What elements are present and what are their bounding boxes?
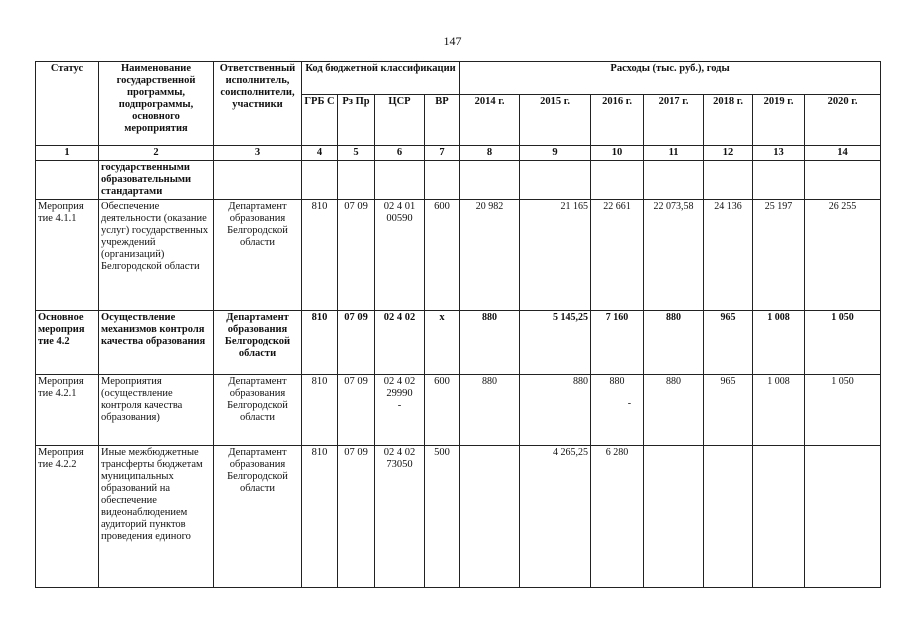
- row-value-2015: 4 265,25: [520, 446, 591, 588]
- row-executor: Департамент образования Белгородской области: [214, 375, 302, 446]
- row-value-2015: 21 165: [520, 200, 591, 311]
- row-value-2020: [805, 446, 881, 588]
- empty-cell: [805, 161, 881, 200]
- row-grbs: 810: [302, 375, 338, 446]
- row-status: Мероприя тие 4.2.1: [36, 375, 99, 446]
- row-value-2018: 965: [704, 311, 753, 375]
- empty-cell: [214, 161, 302, 200]
- empty-cell: [338, 161, 375, 200]
- row-value-2014: [460, 446, 520, 588]
- row-value-2016: 6 280: [591, 446, 644, 588]
- value-mark: -: [627, 398, 632, 409]
- row-vr: 500: [425, 446, 460, 588]
- header-year-2014: 2014 г.: [460, 95, 520, 146]
- column-number: 4: [302, 146, 338, 161]
- empty-cell: [460, 161, 520, 200]
- column-number: 11: [644, 146, 704, 161]
- column-number: 6: [375, 146, 425, 161]
- column-number: 14: [805, 146, 881, 161]
- empty-cell: [302, 161, 338, 200]
- column-number: 3: [214, 146, 302, 161]
- row-name: Обеспечение деятельности (оказание услуг) государственных учреждений (организаций) Белгородской области: [99, 200, 214, 311]
- row-value-2020: 1 050: [805, 375, 881, 446]
- header-year-2016: 2016 г.: [591, 95, 644, 146]
- header-year-2017: 2017 г.: [644, 95, 704, 146]
- header-expenses: Расходы (тыс. руб.), годы: [460, 62, 881, 95]
- row-value-2019: [753, 446, 805, 588]
- column-number: 13: [753, 146, 805, 161]
- empty-cell: [704, 161, 753, 200]
- row-rzpr: 07 09: [338, 375, 375, 446]
- header-executor: Ответственный исполнитель, соисполнители, участники: [214, 62, 302, 146]
- row-name: Мероприятия (осуществление контроля качества образования): [99, 375, 214, 446]
- row-vr: 600: [425, 200, 460, 311]
- csr-mark: -: [397, 400, 402, 411]
- column-number: 7: [425, 146, 460, 161]
- row-rzpr: 07 09: [338, 200, 375, 311]
- row-value-2017: 880: [644, 375, 704, 446]
- row-executor: Департамент образования Белгородской области: [214, 446, 302, 588]
- row-value-2015: 880: [520, 375, 591, 446]
- header-budget-code: Код бюджетной классификации: [302, 62, 460, 95]
- row-csr: 02 4 02 29990: [383, 376, 416, 399]
- empty-cell: [375, 161, 425, 200]
- row-name: Осуществление механизмов контроля качества образования: [99, 311, 214, 375]
- row-value-2014: 20 982: [460, 200, 520, 311]
- table-row-4-1-1: [36, 200, 881, 311]
- header-grbs: ГРБ С: [302, 95, 338, 146]
- column-number: 5: [338, 146, 375, 161]
- row-value-2019: 1 008: [753, 375, 805, 446]
- row-value-2018: 24 136: [704, 200, 753, 311]
- header-rzpr: Рз Пр: [338, 95, 375, 146]
- column-number-row: [36, 146, 881, 161]
- row-value-2016: 7 160: [591, 311, 644, 375]
- empty-cell: [425, 161, 460, 200]
- row-status: Основное мероприя тие 4.2: [36, 311, 99, 375]
- column-number: 12: [704, 146, 753, 161]
- row-rzpr: 07 09: [338, 311, 375, 375]
- row-grbs: 810: [302, 200, 338, 311]
- row-value-2017: 880: [644, 311, 704, 375]
- row-rzpr: 07 09: [338, 446, 375, 588]
- row-name: Иные межбюджетные трансферты бюджетам муниципальных образований на обеспечение видеонаблюдением аудиторий пунктов проведения единого: [99, 446, 214, 588]
- row-status: Мероприя тие 4.2.2: [36, 446, 99, 588]
- row-vr: 600: [425, 375, 460, 446]
- row-value-2017: [644, 446, 704, 588]
- column-number: 8: [460, 146, 520, 161]
- row-value-2016: 880: [609, 376, 625, 387]
- header-year-2019: 2019 г.: [753, 95, 805, 146]
- table-row-4-2: [36, 311, 881, 375]
- row-csr: 02 4 02: [375, 311, 425, 375]
- row-status: Мероприя тие 4.1.1: [36, 200, 99, 311]
- row-value-2020: 26 255: [805, 200, 881, 311]
- row-executor: Департамент образования Белгородской области: [214, 311, 302, 375]
- page-number: 147: [443, 34, 462, 48]
- empty-cell: [36, 161, 99, 200]
- header-vr: ВР: [425, 95, 460, 146]
- budget-table: [35, 61, 881, 588]
- row-executor: Департамент образования Белгородской области: [214, 200, 302, 311]
- row-vr: х: [425, 311, 460, 375]
- row-grbs: 810: [302, 446, 338, 588]
- empty-cell: [644, 161, 704, 200]
- table-row-4-2-1: [36, 375, 881, 446]
- row-value-2018: 965: [704, 375, 753, 446]
- header-status: Статус: [36, 62, 99, 146]
- header-year-2015: 2015 г.: [520, 95, 591, 146]
- column-number: 9: [520, 146, 591, 161]
- row-csr: 02 4 01 00590: [375, 200, 425, 311]
- column-number: 2: [99, 146, 214, 161]
- continuation-text: государственными образовательными стандартами: [99, 161, 214, 200]
- table-row-4-2-2: [36, 446, 881, 588]
- row-value-2016: 22 661: [591, 200, 644, 311]
- row-value-2018: [704, 446, 753, 588]
- column-number: 10: [591, 146, 644, 161]
- row-value-2015: 5 145,25: [520, 311, 591, 375]
- empty-cell: [591, 161, 644, 200]
- header-year-2020: 2020 г.: [805, 95, 881, 146]
- row-value-2019: 25 197: [753, 200, 805, 311]
- row-csr-cell: [375, 375, 425, 446]
- row-grbs: 810: [302, 311, 338, 375]
- row-value-2016-cell: [591, 375, 644, 446]
- row-value-2020: 1 050: [805, 311, 881, 375]
- empty-cell: [520, 161, 591, 200]
- row-value-2019: 1 008: [753, 311, 805, 375]
- column-number: 1: [36, 146, 99, 161]
- empty-cell: [753, 161, 805, 200]
- row-csr: 02 4 02 73050: [375, 446, 425, 588]
- continuation-row: [36, 161, 881, 200]
- row-value-2017: 22 073,58: [644, 200, 704, 311]
- row-value-2014: 880: [460, 311, 520, 375]
- header-name: Наименование государственной программы, подпрограммы, основного мероприятия: [99, 62, 214, 146]
- header-csr: ЦСР: [375, 95, 425, 146]
- header-year-2018: 2018 г.: [704, 95, 753, 146]
- row-value-2014: 880: [460, 375, 520, 446]
